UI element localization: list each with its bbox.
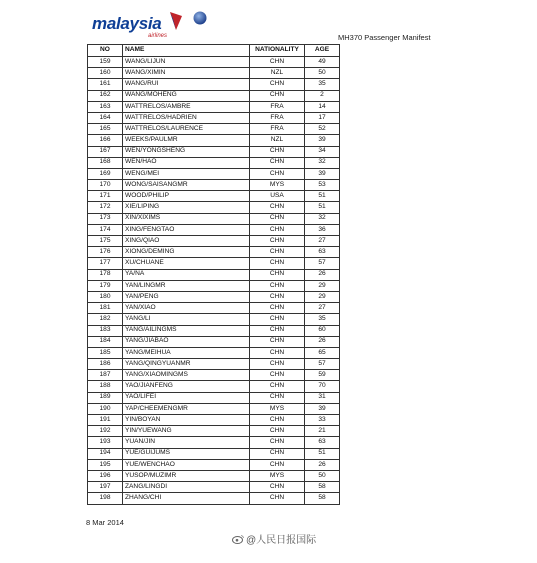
cell-nationality: CHN (250, 370, 305, 381)
cell-no: 184 (88, 336, 123, 347)
cell-no: 176 (88, 247, 123, 258)
cell-name: WONG/SAISANGMR (123, 180, 250, 191)
cell-age: 29 (305, 280, 340, 291)
cell-age: 58 (305, 493, 340, 504)
cell-no: 173 (88, 213, 123, 224)
cell-name: YANG/QINGYUANMR (123, 359, 250, 370)
cell-no: 181 (88, 303, 123, 314)
cell-name: YAN/PENG (123, 291, 250, 302)
table-row (88, 392, 340, 403)
cell-no: 189 (88, 392, 123, 403)
table-row (88, 168, 340, 179)
cell-age: 65 (305, 347, 340, 358)
weibo-icon (232, 534, 244, 544)
cell-age: 17 (305, 112, 340, 123)
table-row (88, 258, 340, 269)
cell-nationality: CHN (250, 448, 305, 459)
cell-nationality: CHN (250, 90, 305, 101)
cell-name: WANG/XIMIN (123, 68, 250, 79)
cell-no: 193 (88, 437, 123, 448)
cell-no: 194 (88, 448, 123, 459)
cell-name: WANG/LIJUN (123, 57, 250, 68)
cell-name: YUAN/JIN (123, 437, 250, 448)
table-row (88, 112, 340, 123)
cell-nationality: CHN (250, 493, 305, 504)
cell-name: YANG/XIAOMINGMS (123, 370, 250, 381)
cell-age: 39 (305, 168, 340, 179)
cell-nationality: CHN (250, 303, 305, 314)
cell-name: YIN/YUEWANG (123, 426, 250, 437)
table-row (88, 101, 340, 112)
table-row (88, 437, 340, 448)
cell-no: 163 (88, 101, 123, 112)
cell-nationality: MYS (250, 470, 305, 481)
cell-nationality: CHN (250, 79, 305, 90)
malaysia-airlines-kite-icon (168, 10, 184, 32)
cell-name: WANG/MOHENG (123, 90, 250, 101)
cell-no: 175 (88, 236, 123, 247)
cell-name: XIN/XIXIMS (123, 213, 250, 224)
table-row (88, 415, 340, 426)
cell-name: XIE/LIPING (123, 202, 250, 213)
cell-age: 58 (305, 482, 340, 493)
cell-name: YIN/BOYAN (123, 415, 250, 426)
cell-age: 27 (305, 303, 340, 314)
cell-nationality: CHN (250, 359, 305, 370)
cell-nationality: CHN (250, 482, 305, 493)
cell-name: YA/NA (123, 269, 250, 280)
table-row (88, 448, 340, 459)
cell-name: WEN/YONGSHENG (123, 146, 250, 157)
cell-no: 171 (88, 191, 123, 202)
document-title: MH370 Passenger Manifest (338, 33, 431, 42)
cell-no: 190 (88, 403, 123, 414)
cell-no: 178 (88, 269, 123, 280)
cell-age: 27 (305, 236, 340, 247)
cell-no: 160 (88, 68, 123, 79)
cell-age: 51 (305, 448, 340, 459)
cell-name: WEEKS/PAULMR (123, 135, 250, 146)
cell-name: WATTRELOS/LAURENCE (123, 124, 250, 135)
cell-age: 39 (305, 135, 340, 146)
cell-name: YAN/LINGMR (123, 280, 250, 291)
cell-no: 168 (88, 157, 123, 168)
column-header-age: AGE (305, 45, 340, 57)
table-row (88, 247, 340, 258)
table-row (88, 280, 340, 291)
cell-nationality: FRA (250, 101, 305, 112)
table-row (88, 426, 340, 437)
cell-name: XU/CHUANE (123, 258, 250, 269)
cell-age: 63 (305, 437, 340, 448)
cell-no: 179 (88, 280, 123, 291)
cell-age: 26 (305, 459, 340, 470)
cell-nationality: NZL (250, 68, 305, 79)
cell-nationality: CHN (250, 269, 305, 280)
cell-name: YUE/GUIJUMS (123, 448, 250, 459)
cell-name: WENG/MEI (123, 168, 250, 179)
cell-no: 174 (88, 224, 123, 235)
passenger-manifest-table (87, 44, 340, 505)
table-row (88, 236, 340, 247)
table-body (88, 57, 340, 505)
cell-no: 185 (88, 347, 123, 358)
cell-nationality: CHN (250, 202, 305, 213)
cell-age: 36 (305, 224, 340, 235)
cell-nationality: FRA (250, 112, 305, 123)
cell-nationality: CHN (250, 325, 305, 336)
cell-no: 162 (88, 90, 123, 101)
cell-no: 198 (88, 493, 123, 504)
cell-age: 32 (305, 157, 340, 168)
cell-no: 191 (88, 415, 123, 426)
cell-no: 165 (88, 124, 123, 135)
cell-name: XIONG/DEMING (123, 247, 250, 258)
cell-name: YUSOP/MUZIMR (123, 470, 250, 481)
table-row (88, 202, 340, 213)
cell-age: 49 (305, 57, 340, 68)
cell-age: 39 (305, 403, 340, 414)
cell-age: 33 (305, 415, 340, 426)
table-row (88, 79, 340, 90)
cell-name: WANG/RUI (123, 79, 250, 90)
cell-nationality: MYS (250, 403, 305, 414)
cell-nationality: CHN (250, 168, 305, 179)
cell-age: 53 (305, 180, 340, 191)
cell-age: 50 (305, 68, 340, 79)
cell-name: YAN/XIAO (123, 303, 250, 314)
table-row (88, 124, 340, 135)
cell-nationality: CHN (250, 291, 305, 302)
cell-no: 170 (88, 180, 123, 191)
cell-name: WATTRELOS/AMBRE (123, 101, 250, 112)
cell-no: 161 (88, 79, 123, 90)
cell-no: 164 (88, 112, 123, 123)
cell-age: 21 (305, 426, 340, 437)
table-row (88, 213, 340, 224)
cell-no: 182 (88, 314, 123, 325)
table-row (88, 135, 340, 146)
table-row (88, 291, 340, 302)
cell-age: 14 (305, 101, 340, 112)
cell-name: YAO/JIANFENG (123, 381, 250, 392)
cell-nationality: CHN (250, 224, 305, 235)
table-row (88, 493, 340, 504)
table-row (88, 146, 340, 157)
cell-name: YAP/CHEEMENGMR (123, 403, 250, 414)
cell-age: 60 (305, 325, 340, 336)
table-row (88, 381, 340, 392)
document-date: 8 Mar 2014 (86, 518, 124, 527)
cell-nationality: CHN (250, 247, 305, 258)
column-header-no: NO (88, 45, 123, 57)
cell-no: 159 (88, 57, 123, 68)
cell-name: WOOD/PHILIP (123, 191, 250, 202)
column-header-nationality: NATIONALITY (250, 45, 305, 57)
cell-age: 35 (305, 79, 340, 90)
cell-age: 52 (305, 124, 340, 135)
cell-nationality: CHN (250, 236, 305, 247)
cell-age: 26 (305, 269, 340, 280)
cell-no: 196 (88, 470, 123, 481)
cell-nationality: CHN (250, 157, 305, 168)
oneworld-globe-icon (193, 11, 207, 25)
cell-name: YANG/LI (123, 314, 250, 325)
cell-age: 2 (305, 90, 340, 101)
cell-no: 197 (88, 482, 123, 493)
cell-no: 177 (88, 258, 123, 269)
cell-no: 183 (88, 325, 123, 336)
cell-age: 32 (305, 213, 340, 224)
table-row (88, 180, 340, 191)
table-row (88, 68, 340, 79)
table-row (88, 303, 340, 314)
cell-age: 29 (305, 291, 340, 302)
cell-no: 195 (88, 459, 123, 470)
cell-name: YUE/WENCHAO (123, 459, 250, 470)
cell-age: 35 (305, 314, 340, 325)
table-row (88, 224, 340, 235)
cell-age: 50 (305, 470, 340, 481)
cell-nationality: CHN (250, 57, 305, 68)
cell-nationality: CHN (250, 347, 305, 358)
cell-no: 166 (88, 135, 123, 146)
table-row (88, 459, 340, 470)
table-row (88, 359, 340, 370)
column-header-name: NAME (123, 45, 250, 57)
cell-no: 167 (88, 146, 123, 157)
cell-name: WEN/HAO (123, 157, 250, 168)
cell-no: 172 (88, 202, 123, 213)
cell-age: 57 (305, 258, 340, 269)
cell-name: YAO/LIFEI (123, 392, 250, 403)
cell-nationality: USA (250, 191, 305, 202)
cell-name: ZHANG/CHI (123, 493, 250, 504)
cell-age: 34 (305, 146, 340, 157)
cell-nationality: CHN (250, 336, 305, 347)
cell-nationality: CHN (250, 213, 305, 224)
cell-nationality: MYS (250, 180, 305, 191)
cell-nationality: CHN (250, 381, 305, 392)
cell-age: 26 (305, 336, 340, 347)
cell-name: YANG/MEIHUA (123, 347, 250, 358)
cell-nationality: CHN (250, 258, 305, 269)
cell-nationality: CHN (250, 314, 305, 325)
cell-name: YANG/JIABAO (123, 336, 250, 347)
table-row (88, 57, 340, 68)
table-row (88, 370, 340, 381)
cell-no: 169 (88, 168, 123, 179)
table-row (88, 403, 340, 414)
cell-nationality: CHN (250, 415, 305, 426)
cell-no: 180 (88, 291, 123, 302)
cell-name: XING/FENGTAO (123, 224, 250, 235)
cell-age: 51 (305, 202, 340, 213)
cell-nationality: CHN (250, 437, 305, 448)
cell-nationality: NZL (250, 135, 305, 146)
table-row (88, 269, 340, 280)
cell-age: 51 (305, 191, 340, 202)
table-row (88, 482, 340, 493)
table-row (88, 470, 340, 481)
cell-nationality: CHN (250, 146, 305, 157)
cell-nationality: CHN (250, 280, 305, 291)
logo-text: malaysia (92, 14, 162, 33)
logo-subtext: airlines (148, 33, 168, 39)
cell-nationality: CHN (250, 392, 305, 403)
cell-nationality: CHN (250, 459, 305, 470)
table-row (88, 347, 340, 358)
cell-no: 188 (88, 381, 123, 392)
table-row (88, 90, 340, 101)
table-row (88, 314, 340, 325)
cell-nationality: FRA (250, 124, 305, 135)
table-row (88, 157, 340, 168)
cell-name: ZANG/LINGDI (123, 482, 250, 493)
table-header-row (88, 45, 340, 57)
cell-age: 57 (305, 359, 340, 370)
cell-no: 192 (88, 426, 123, 437)
watermark-text: @人民日报国际 (246, 535, 317, 546)
cell-name: YANG/AILINGMS (123, 325, 250, 336)
cell-no: 187 (88, 370, 123, 381)
cell-no: 186 (88, 359, 123, 370)
watermark (232, 531, 316, 546)
cell-age: 31 (305, 392, 340, 403)
table-row (88, 191, 340, 202)
table-row (88, 325, 340, 336)
cell-nationality: CHN (250, 426, 305, 437)
cell-age: 59 (305, 370, 340, 381)
table-row (88, 336, 340, 347)
cell-age: 63 (305, 247, 340, 258)
cell-name: WATTRELOS/HADRIEN (123, 112, 250, 123)
cell-age: 70 (305, 381, 340, 392)
cell-name: XING/QIAO (123, 236, 250, 247)
